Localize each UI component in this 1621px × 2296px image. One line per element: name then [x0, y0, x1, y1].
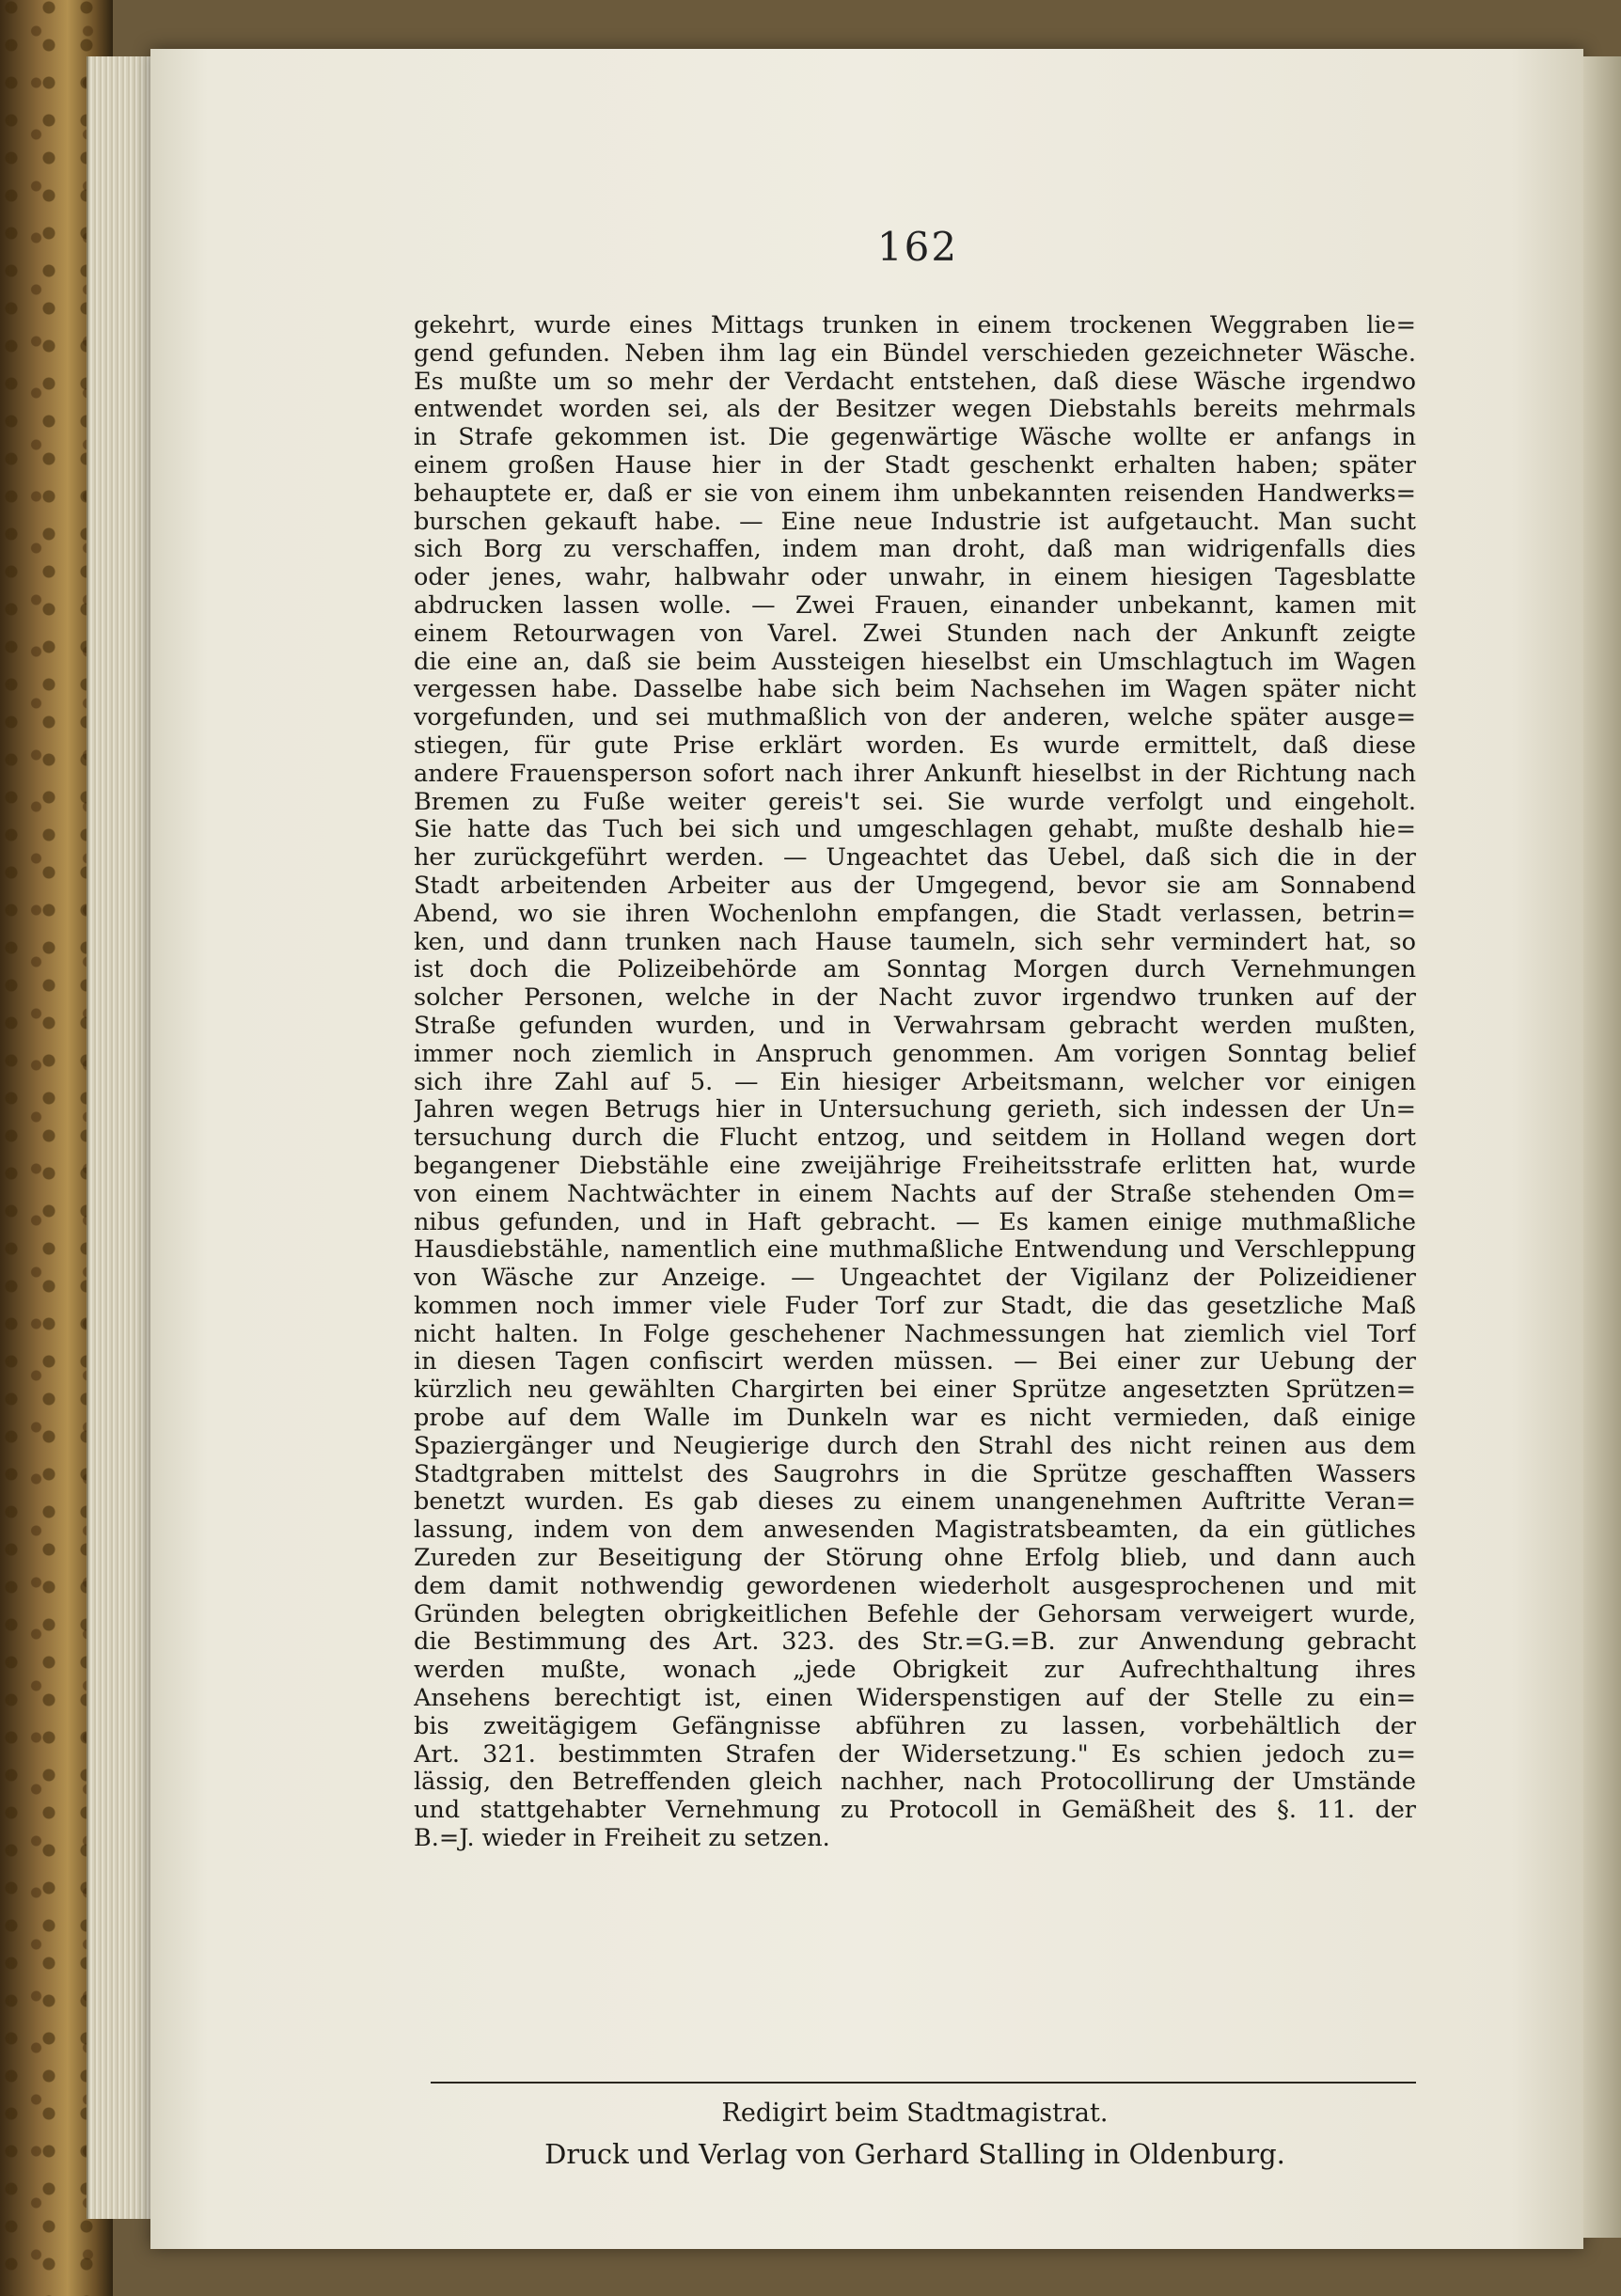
text-line: burschen gekauft habe. — Eine neue Industrie ist aufgetaucht. Man sucht — [414, 508, 1416, 536]
text-line: solcher Personen, welche in der Nacht zuvor irgendwo trunken auf der — [414, 984, 1416, 1013]
text-line: in diesen Tagen confiscirt werden müssen. — Bei einer zur Uebung der — [414, 1348, 1416, 1376]
text-line: von einem Nachtwächter in einem Nachts auf der Straße stehenden Om= — [414, 1180, 1416, 1208]
text-line: Bremen zu Fuße weiter gereis't sei. Sie wurde verfolgt und eingeholt. — [414, 788, 1416, 816]
text-line: lassung, indem von dem anwesenden Magistratsbeamten, da ein gütliches — [414, 1517, 1416, 1545]
text-line: werden mußte, wonach „jede Obrigkeit zur Aufrechthaltung ihres — [414, 1657, 1416, 1685]
text-line: sich Borg zu verschaffen, indem man droht, daß man widrigenfalls dies — [414, 536, 1416, 564]
text-line: sich ihre Zahl auf 5. — Ein hiesiger Arbeitsmann, welcher vor einigen — [414, 1068, 1416, 1096]
text-line: lässig, den Betreffenden gleich nachher, nach Protocollirung der Umstände — [414, 1769, 1416, 1797]
text-line: Hausdiebstähle, namentlich eine muthmaßliche Entwendung und Verschleppung — [414, 1236, 1416, 1265]
text-line: vergessen habe. Dasselbe habe sich beim Nachsehen im Wagen später nicht — [414, 676, 1416, 704]
text-line: Ansehens berechtigt ist, einen Widerspenstigen auf der Stelle zu ein= — [414, 1685, 1416, 1713]
text-line: Straße gefunden wurden, und in Verwahrsam gebracht werden mußten, — [414, 1012, 1416, 1040]
body-text — [414, 312, 1416, 1853]
printer-credit: Druck und Verlag von Gerhard Stalling in Oldenburg. — [544, 2138, 1285, 2170]
text-line: kürzlich neu gewählten Chargirten bei einer Sprütze angesetzten Sprützen= — [414, 1376, 1416, 1405]
text-line: Art. 321. bestimmten Strafen der Widersetzung." Es schien jedoch zu= — [414, 1740, 1416, 1769]
text-line: oder jenes, wahr, halbwahr oder unwahr, in einem hiesigen Tagesblatte — [414, 564, 1416, 592]
text-line: einem großen Hause hier in der Stadt geschenkt erhalten haben; später — [414, 451, 1416, 480]
text-line: Gründen belegten obrigkeitlichen Befehle der Gehorsam verweigert wurde, — [414, 1600, 1416, 1628]
text-line: von Wäsche zur Anzeige. — Ungeachtet der Vigilanz der Polizeidiener — [414, 1265, 1416, 1293]
text-line: nibus gefunden, und in Haft gebracht. — Es kamen einige muthmaßliche — [414, 1208, 1416, 1236]
text-line: Sie hatte das Tuch bei sich und umgeschlagen gehabt, mußte deshalb hie= — [414, 816, 1416, 844]
text-line: immer noch ziemlich in Anspruch genommen. Am vorigen Sonntag belief — [414, 1040, 1416, 1068]
page-number: 162 — [876, 224, 959, 270]
text-line: begangener Diebstähle eine zweijährige Freiheitsstrafe erlitten hat, wurde — [414, 1152, 1416, 1180]
text-line: stiegen, für gute Prise erklärt worden. Es wurde ermittelt, daß diese — [414, 731, 1416, 760]
text-line: vorgefunden, und sei muthmaßlich von der anderen, welche später ausge= — [414, 704, 1416, 732]
text-line: benetzt wurden. Es gab dieses zu einem unangenehmen Auftritte Veran= — [414, 1488, 1416, 1517]
next-page-edge — [1583, 56, 1621, 2238]
text-line: abdrucken lassen wolle. — Zwei Frauen, einander unbekannt, kamen mit — [414, 591, 1416, 620]
footer-rule — [431, 2082, 1416, 2084]
text-line: bis zweitägigem Gefängnisse abführen zu lassen, vorbehältlich der — [414, 1712, 1416, 1740]
text-line: Spaziergänger und Neugierige durch den Strahl des nicht reinen aus dem — [414, 1432, 1416, 1460]
text-line: B.=J. wieder in Freiheit zu setzen. — [414, 1825, 830, 1853]
text-line: nicht halten. In Folge geschehener Nachmessungen hat ziemlich viel Torf — [414, 1320, 1416, 1348]
editor-credit: Redigirt beim Stadtmagistrat. — [721, 2099, 1109, 2128]
text-line: in Strafe gekommen ist. Die gegenwärtige Wäsche wollte er anfangs in — [414, 424, 1416, 452]
text-line: her zurückgeführt werden. — Ungeachtet das Uebel, daß sich die in der — [414, 844, 1416, 873]
text-line: Stadt arbeitenden Arbeiter aus der Umgegend, bevor sie am Sonnabend — [414, 872, 1416, 900]
text-line: andere Frauensperson sofort nach ihrer Ankunft hieselbst in der Richtung nach — [414, 760, 1416, 788]
text-line: gekehrt, wurde eines Mittags trunken in einem trockenen Weggraben lie= — [414, 312, 1416, 339]
text-line: gend gefunden. Neben ihm lag ein Bündel verschieden gezeichneter Wäsche. — [414, 339, 1416, 368]
text-line: probe auf dem Walle im Dunkeln war es nicht vermieden, daß einige — [414, 1405, 1416, 1433]
text-line: kommen noch immer viele Fuder Torf zur Stadt, die das gesetzliche Maß — [414, 1292, 1416, 1320]
text-line: ist doch die Polizeibehörde am Sonntag Morgen durch Vernehmungen — [414, 956, 1416, 984]
text-line: die eine an, daß sie beim Aussteigen hieselbst ein Umschlagtuch im Wagen — [414, 648, 1416, 676]
text-line: Es mußte um so mehr der Verdacht entstehen, daß diese Wäsche irgendwo — [414, 368, 1416, 396]
text-line: und stattgehabter Vernehmung zu Protocoll in Gemäßheit des §. 11. der — [414, 1797, 1416, 1825]
text-line: behauptete er, daß er sie von einem ihm unbekannten reisenden Handwerks= — [414, 480, 1416, 508]
text-line: dem damit nothwendig gewordenen wiederholt ausgesprochenen und mit — [414, 1572, 1416, 1600]
text-line: tersuchung durch die Flucht entzog, und seitdem in Holland wegen dort — [414, 1124, 1416, 1153]
text-line: die Bestimmung des Art. 323. des Str.=G.=B. zur Anwendung gebracht — [414, 1628, 1416, 1657]
text-line: Abend, wo sie ihren Wochenlohn empfangen, die Stadt verlassen, betrin= — [414, 900, 1416, 928]
text-line: Zureden zur Beseitigung der Störung ohne Erfolg blieb, und dann auch — [414, 1545, 1416, 1573]
text-line: Jahren wegen Betrugs hier in Untersuchung gerieth, sich indessen der Un= — [414, 1096, 1416, 1124]
text-line: ken, und dann trunken nach Hause taumeln, sich sehr vermindert hat, so — [414, 928, 1416, 956]
text-line: einem Retourwagen von Varel. Zwei Stunden nach der Ankunft zeigte — [414, 620, 1416, 648]
text-line: entwendet worden sei, als der Besitzer wegen Diebstahls bereits mehrmals — [414, 396, 1416, 424]
text-line: Stadtgraben mittelst des Saugrohrs in die Sprütze geschafften Wassers — [414, 1460, 1416, 1488]
